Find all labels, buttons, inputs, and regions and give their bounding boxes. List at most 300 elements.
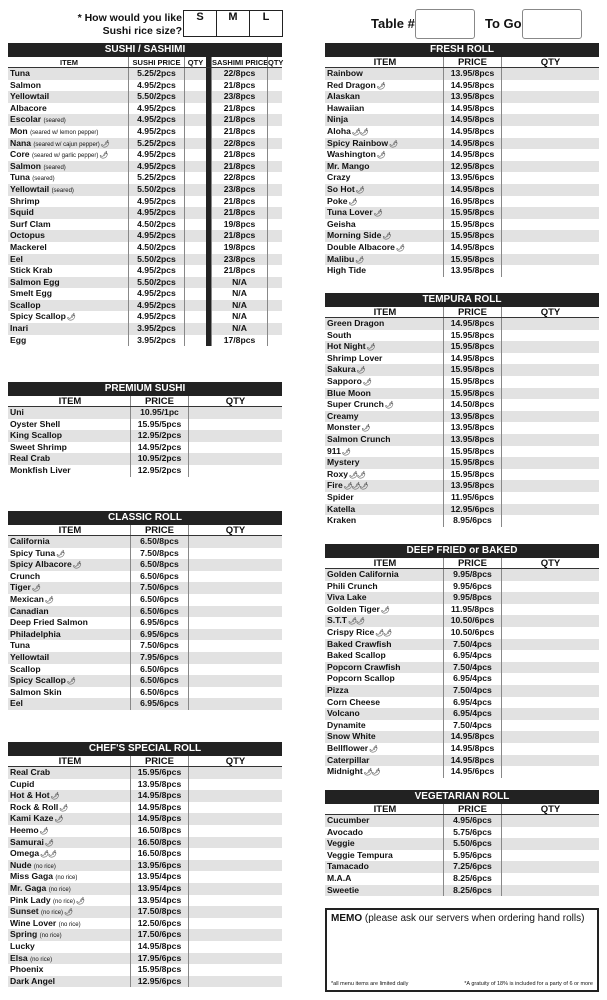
sashimi-qty-field[interactable] bbox=[267, 207, 282, 219]
qty-field[interactable] bbox=[188, 871, 282, 883]
qty-field[interactable] bbox=[501, 720, 599, 732]
sushi-qty-field[interactable] bbox=[184, 196, 206, 208]
qty-field[interactable] bbox=[501, 376, 599, 388]
table-row bbox=[325, 639, 599, 651]
qty-field[interactable] bbox=[188, 918, 282, 930]
section-title: DEEP FRIED or BAKED bbox=[325, 544, 599, 558]
sashimi-qty-field[interactable] bbox=[267, 149, 282, 161]
sushi-qty-field[interactable] bbox=[184, 149, 206, 161]
qty-field[interactable] bbox=[501, 743, 599, 755]
sashimi-qty-field[interactable] bbox=[267, 114, 282, 126]
item-name bbox=[325, 242, 443, 254]
chili-icon: 🌶 bbox=[76, 897, 84, 905]
qty-field[interactable] bbox=[501, 827, 599, 839]
to-go-field[interactable] bbox=[522, 9, 582, 39]
table-row bbox=[8, 941, 282, 953]
qty-field[interactable] bbox=[188, 790, 282, 802]
qty-field[interactable] bbox=[188, 883, 282, 895]
qty-field[interactable] bbox=[501, 399, 599, 411]
table-row bbox=[325, 254, 599, 266]
qty-field[interactable] bbox=[501, 138, 599, 150]
qty-field[interactable] bbox=[501, 91, 599, 103]
chili-icon: 🌶 bbox=[356, 367, 365, 375]
qty-field[interactable] bbox=[501, 103, 599, 115]
sushi-qty-field[interactable] bbox=[184, 265, 206, 277]
item-price: 14.95/8pcs bbox=[443, 743, 501, 755]
qty-field[interactable] bbox=[188, 929, 282, 941]
sushi-qty-field[interactable] bbox=[184, 242, 206, 254]
qty-field[interactable] bbox=[188, 848, 282, 860]
qty-field[interactable] bbox=[501, 184, 599, 196]
item-label: Sakura bbox=[327, 364, 356, 375]
table-row bbox=[325, 873, 599, 885]
sashimi-qty-field[interactable] bbox=[267, 184, 282, 196]
chili-icon: 🌶 bbox=[376, 152, 385, 160]
sushi-qty-field[interactable] bbox=[184, 254, 206, 266]
item-label: Uni bbox=[10, 407, 24, 417]
table-row bbox=[325, 68, 599, 80]
sashimi-price: 21/8pcs bbox=[211, 207, 267, 219]
qty-field[interactable] bbox=[188, 407, 282, 419]
item-name bbox=[8, 825, 130, 837]
qty-field[interactable] bbox=[188, 802, 282, 814]
qty-field[interactable] bbox=[501, 838, 599, 850]
sushi-qty-field[interactable] bbox=[184, 161, 206, 173]
section-title: FRESH ROLL bbox=[325, 43, 599, 57]
item-name bbox=[8, 802, 130, 814]
qty-field[interactable] bbox=[501, 353, 599, 365]
chili-icon: 🌶 bbox=[366, 344, 375, 352]
sushi-qty-field[interactable] bbox=[184, 184, 206, 196]
qty-field[interactable] bbox=[501, 492, 599, 504]
item-label: Lucky bbox=[10, 940, 35, 951]
sashimi-qty-field[interactable] bbox=[267, 68, 282, 80]
qty-field[interactable] bbox=[501, 581, 599, 593]
sashimi-qty-field[interactable] bbox=[267, 300, 282, 312]
chili-icon: 🌶 bbox=[395, 244, 404, 252]
fresh-rows bbox=[325, 68, 599, 277]
col-item: ITEM bbox=[60, 58, 78, 67]
item-label: So Hot bbox=[327, 183, 355, 194]
qty-field[interactable] bbox=[501, 80, 599, 92]
item-label: Pizza bbox=[327, 684, 349, 695]
qty-field[interactable] bbox=[501, 755, 599, 767]
sashimi-qty-field[interactable] bbox=[267, 335, 282, 347]
qty-field[interactable] bbox=[501, 161, 599, 173]
item-label: Volcano bbox=[327, 708, 360, 719]
qty-field[interactable] bbox=[188, 825, 282, 837]
qty-field[interactable] bbox=[501, 68, 599, 80]
qty-field[interactable] bbox=[188, 442, 282, 454]
qty-field[interactable] bbox=[501, 230, 599, 242]
table-row bbox=[8, 230, 282, 242]
sashimi-qty-field[interactable] bbox=[267, 91, 282, 103]
qty-field[interactable] bbox=[501, 364, 599, 376]
sashimi-qty-field[interactable] bbox=[267, 265, 282, 277]
item-price: 13.95/6pcs bbox=[443, 172, 501, 184]
qty-field[interactable] bbox=[188, 652, 282, 664]
qty-field[interactable] bbox=[501, 766, 599, 778]
item-name bbox=[8, 254, 128, 266]
item-price: 6.95/4pcs bbox=[443, 650, 501, 662]
item-name bbox=[325, 838, 443, 850]
header-row bbox=[8, 756, 282, 767]
sashimi-qty-field[interactable] bbox=[267, 103, 282, 115]
sushi-qty-field[interactable] bbox=[184, 91, 206, 103]
item-label: Philadelphia bbox=[10, 628, 61, 639]
qty-field[interactable] bbox=[501, 873, 599, 885]
item-name bbox=[8, 883, 130, 895]
table-row bbox=[325, 353, 599, 365]
item-name bbox=[8, 149, 128, 161]
item-label: Shrimp bbox=[10, 195, 40, 206]
item-label: Nude bbox=[10, 859, 32, 870]
qty-field[interactable] bbox=[501, 815, 599, 827]
item-price: 15.95/8pcs bbox=[443, 219, 501, 231]
sushi-price: 4.95/2pcs bbox=[128, 80, 184, 92]
item-label: Tamacado bbox=[327, 861, 369, 872]
sushi-qty-field[interactable] bbox=[184, 311, 206, 323]
qty-field[interactable] bbox=[501, 411, 599, 423]
qty-field[interactable] bbox=[188, 419, 282, 431]
item-price: 12.95/6pcs bbox=[443, 504, 501, 516]
item-label: Spicy Scallop bbox=[10, 675, 66, 686]
qty-field[interactable] bbox=[188, 895, 282, 907]
sashimi-qty-field[interactable] bbox=[267, 277, 282, 289]
qty-field[interactable] bbox=[501, 650, 599, 662]
sushi-header-row bbox=[8, 57, 282, 68]
qty-field[interactable] bbox=[501, 446, 599, 458]
col-price: PRICE bbox=[130, 525, 188, 535]
item-price: 6.50/8pcs bbox=[130, 559, 188, 571]
qty-field[interactable] bbox=[501, 126, 599, 138]
table-row bbox=[8, 126, 282, 138]
sushi-qty-field[interactable] bbox=[184, 219, 206, 231]
item-label: Crispy Rice bbox=[327, 626, 375, 637]
table-row bbox=[8, 594, 282, 606]
qty-field[interactable] bbox=[501, 685, 599, 697]
chili-icon: 🌶🌶 bbox=[40, 851, 56, 859]
memo-box[interactable] bbox=[325, 908, 599, 992]
item-label: Caterpillar bbox=[327, 754, 370, 765]
item-name bbox=[8, 548, 130, 560]
item-label: Mackerel bbox=[10, 241, 47, 252]
sushi-qty-field[interactable] bbox=[184, 207, 206, 219]
qty-field[interactable] bbox=[501, 469, 599, 481]
sashimi-qty-field[interactable] bbox=[267, 311, 282, 323]
table-row bbox=[8, 906, 282, 918]
sashimi-qty-field[interactable] bbox=[267, 242, 282, 254]
item-label: Golden Tiger bbox=[327, 603, 380, 614]
item-price: 10.95/2pcs bbox=[130, 453, 188, 465]
rice-size-m-box[interactable]: M bbox=[216, 10, 250, 37]
sashimi-qty-field[interactable] bbox=[267, 323, 282, 335]
item-price: 6.95/6pcs bbox=[130, 617, 188, 629]
item-label: Rock & Roll bbox=[10, 801, 59, 812]
qty-field[interactable] bbox=[501, 604, 599, 616]
table-row bbox=[325, 219, 599, 231]
item-name bbox=[325, 873, 443, 885]
qty-field[interactable] bbox=[188, 837, 282, 849]
qty-field[interactable] bbox=[501, 196, 599, 208]
item-label: Egg bbox=[10, 334, 27, 345]
chili-icon: 🌶🌶 bbox=[375, 629, 392, 637]
qty-field[interactable] bbox=[501, 569, 599, 581]
item-price: 6.95/6pcs bbox=[130, 629, 188, 641]
item-label: Katella bbox=[327, 503, 356, 514]
qty-field[interactable] bbox=[501, 504, 599, 516]
table-row bbox=[8, 813, 282, 825]
chili-icon: 🌶🌶 bbox=[348, 618, 364, 626]
qty-field[interactable] bbox=[501, 254, 599, 266]
qty-field[interactable] bbox=[188, 675, 282, 687]
item-price: 14.95/8pcs bbox=[443, 126, 501, 138]
sashimi-qty-field[interactable] bbox=[267, 196, 282, 208]
qty-field[interactable] bbox=[188, 860, 282, 872]
table-row bbox=[325, 731, 599, 743]
qty-field[interactable] bbox=[501, 627, 599, 639]
sushi-qty-field[interactable] bbox=[184, 172, 206, 184]
qty-field[interactable] bbox=[501, 434, 599, 446]
sushi-qty-field[interactable] bbox=[184, 300, 206, 312]
item-label: Hot & Hot bbox=[10, 790, 50, 801]
item-price: 13.95/8pcs bbox=[443, 434, 501, 446]
sushi-qty-field[interactable] bbox=[184, 335, 206, 347]
item-price: 10.50/6pcs bbox=[443, 627, 501, 639]
rice-size-s-box[interactable]: S bbox=[183, 10, 217, 37]
item-label: Sweetie bbox=[327, 884, 360, 895]
table-row bbox=[325, 207, 599, 219]
item-price: 14.95/8pcs bbox=[443, 114, 501, 126]
item-name bbox=[8, 196, 128, 208]
table-row bbox=[325, 196, 599, 208]
item-name bbox=[325, 126, 443, 138]
qty-field[interactable] bbox=[188, 594, 282, 606]
item-price: 6.95/4pcs bbox=[443, 708, 501, 720]
qty-field[interactable] bbox=[188, 964, 282, 976]
sashimi-price: N/A bbox=[211, 277, 267, 289]
qty-field[interactable] bbox=[501, 850, 599, 862]
sushi-qty-field[interactable] bbox=[184, 277, 206, 289]
qty-field[interactable] bbox=[501, 388, 599, 400]
qty-field[interactable] bbox=[188, 617, 282, 629]
sushi-qty-field[interactable] bbox=[184, 323, 206, 335]
table-row bbox=[325, 242, 599, 254]
table-row bbox=[325, 446, 599, 458]
qty-field[interactable] bbox=[188, 559, 282, 571]
item-label: Scallop bbox=[10, 299, 41, 310]
qty-field[interactable] bbox=[188, 582, 282, 594]
qty-field[interactable] bbox=[188, 629, 282, 641]
qty-field[interactable] bbox=[501, 265, 599, 277]
table-row bbox=[325, 103, 599, 115]
item-price: 6.50/6pcs bbox=[130, 571, 188, 583]
qty-field[interactable] bbox=[501, 330, 599, 342]
col-qty: QTY bbox=[188, 756, 282, 766]
chili-icon: 🌶 bbox=[355, 186, 364, 194]
item-label: Inari bbox=[10, 323, 29, 334]
table-row bbox=[325, 838, 599, 850]
table-row bbox=[325, 662, 599, 674]
qty-field[interactable] bbox=[501, 422, 599, 434]
item-label: Wine Lover bbox=[10, 917, 57, 928]
chili-icon: 🌶 bbox=[39, 827, 48, 835]
sashimi-qty-field[interactable] bbox=[267, 138, 282, 150]
item-name bbox=[8, 895, 130, 907]
table-row bbox=[8, 242, 282, 254]
item-price: 15.95/8pcs bbox=[443, 446, 501, 458]
sashimi-qty-field[interactable] bbox=[267, 288, 282, 300]
qty-field[interactable] bbox=[501, 515, 599, 527]
item-name bbox=[325, 569, 443, 581]
item-name bbox=[325, 581, 443, 593]
item-label: Salmon Egg bbox=[10, 276, 60, 287]
qty-field[interactable] bbox=[501, 480, 599, 492]
sushi-qty-field[interactable] bbox=[184, 288, 206, 300]
table-row bbox=[325, 341, 599, 353]
item-label: Crunch bbox=[10, 570, 41, 581]
table-row bbox=[8, 265, 282, 277]
qty-field[interactable] bbox=[188, 548, 282, 560]
qty-field[interactable] bbox=[188, 606, 282, 618]
col-item: ITEM bbox=[373, 804, 397, 814]
qty-field[interactable] bbox=[188, 906, 282, 918]
sashimi-qty-field[interactable] bbox=[267, 126, 282, 138]
chili-icon: 🌶🌶🌶 bbox=[343, 483, 368, 491]
item-price: 6.50/6pcs bbox=[130, 606, 188, 618]
sushi-qty-field[interactable] bbox=[184, 126, 206, 138]
table-row bbox=[325, 172, 599, 184]
header-row bbox=[325, 804, 599, 815]
table-row bbox=[325, 469, 599, 481]
classic-roll-section bbox=[8, 511, 282, 710]
table-row bbox=[8, 883, 282, 895]
item-label: Sunset bbox=[10, 906, 39, 917]
qty-field[interactable] bbox=[188, 813, 282, 825]
qty-field[interactable] bbox=[501, 172, 599, 184]
chili-icon: 🌶🌶 bbox=[349, 471, 365, 479]
qty-field[interactable] bbox=[501, 242, 599, 254]
sushi-qty-field[interactable] bbox=[184, 230, 206, 242]
table-row bbox=[325, 697, 599, 709]
qty-field[interactable] bbox=[501, 615, 599, 627]
item-name bbox=[325, 330, 443, 342]
qty-field[interactable] bbox=[501, 207, 599, 219]
item-price: 6.95/4pcs bbox=[443, 697, 501, 709]
sashimi-qty-field[interactable] bbox=[267, 254, 282, 266]
memo-footnote-daily: *all menu items are limited daily bbox=[331, 981, 409, 987]
sushi-qty-field[interactable] bbox=[184, 138, 206, 150]
sushi-price: 4.95/2pcs bbox=[128, 149, 184, 161]
sashimi-qty-field[interactable] bbox=[267, 161, 282, 173]
qty-field[interactable] bbox=[501, 114, 599, 126]
qty-field[interactable] bbox=[501, 149, 599, 161]
item-name bbox=[325, 172, 443, 184]
sushi-qty-field[interactable] bbox=[184, 114, 206, 126]
qty-field[interactable] bbox=[188, 453, 282, 465]
qty-field[interactable] bbox=[188, 536, 282, 548]
qty-field[interactable] bbox=[188, 664, 282, 676]
qty-field[interactable] bbox=[501, 861, 599, 873]
sashimi-qty-field[interactable] bbox=[267, 172, 282, 184]
item-label: Shrimp Lover bbox=[327, 352, 383, 363]
section-title: CHEF'S SPECIAL ROLL bbox=[8, 742, 282, 756]
sashimi-qty-field[interactable] bbox=[267, 80, 282, 92]
sushi-qty-field[interactable] bbox=[184, 68, 206, 80]
table-row bbox=[8, 559, 282, 571]
sashimi-price: N/A bbox=[211, 323, 267, 335]
item-price: 13.95/4pcs bbox=[130, 883, 188, 895]
chili-icon: 🌶 bbox=[44, 839, 53, 847]
item-price: 7.50/6pcs bbox=[130, 582, 188, 594]
table-row bbox=[8, 964, 282, 976]
table-row bbox=[325, 265, 599, 277]
qty-field[interactable] bbox=[501, 885, 599, 897]
qty-field[interactable] bbox=[188, 687, 282, 699]
qty-field[interactable] bbox=[188, 941, 282, 953]
qty-field[interactable] bbox=[188, 976, 282, 988]
qty-field[interactable] bbox=[188, 430, 282, 442]
table-row bbox=[325, 592, 599, 604]
qty-field[interactable] bbox=[501, 341, 599, 353]
qty-field[interactable] bbox=[501, 708, 599, 720]
col-qty: QTY bbox=[501, 804, 599, 814]
item-price: 6.95/6pcs bbox=[130, 698, 188, 710]
sushi-qty-field[interactable] bbox=[184, 103, 206, 115]
header-row bbox=[325, 558, 599, 569]
qty-field[interactable] bbox=[501, 673, 599, 685]
sashimi-qty-field[interactable] bbox=[267, 219, 282, 231]
qty-field[interactable] bbox=[501, 318, 599, 330]
sashimi-qty-field[interactable] bbox=[267, 230, 282, 242]
qty-field[interactable] bbox=[501, 662, 599, 674]
qty-field[interactable] bbox=[188, 698, 282, 710]
sushi-qty-field[interactable] bbox=[184, 80, 206, 92]
to-go-label: To Go bbox=[485, 16, 522, 31]
item-label: Morning Side bbox=[327, 230, 382, 241]
item-price: 14.95/8pcs bbox=[443, 103, 501, 115]
item-price: 13.95/8pcs bbox=[443, 422, 501, 434]
qty-field[interactable] bbox=[501, 592, 599, 604]
item-name bbox=[8, 790, 130, 802]
qty-field[interactable] bbox=[188, 953, 282, 965]
qty-field[interactable] bbox=[501, 731, 599, 743]
qty-field[interactable] bbox=[501, 457, 599, 469]
item-name bbox=[325, 103, 443, 115]
qty-field[interactable] bbox=[188, 779, 282, 791]
item-name bbox=[325, 254, 443, 266]
table-row bbox=[8, 300, 282, 312]
table-row bbox=[325, 114, 599, 126]
qty-field[interactable] bbox=[501, 219, 599, 231]
item-name bbox=[325, 850, 443, 862]
item-label: Mexican bbox=[10, 593, 44, 604]
qty-field[interactable] bbox=[501, 697, 599, 709]
table-number-field[interactable] bbox=[415, 9, 475, 39]
item-label: Tuna bbox=[10, 172, 30, 183]
item-label: Spider bbox=[327, 491, 354, 502]
qty-field[interactable] bbox=[188, 571, 282, 583]
item-name bbox=[325, 207, 443, 219]
item-price: 15.95/8pcs bbox=[443, 330, 501, 342]
qty-field[interactable] bbox=[501, 639, 599, 651]
rice-size-l-box[interactable]: L bbox=[249, 10, 283, 37]
qty-field[interactable] bbox=[188, 465, 282, 477]
qty-field[interactable] bbox=[188, 640, 282, 652]
item-name bbox=[325, 504, 443, 516]
qty-field[interactable] bbox=[188, 767, 282, 779]
item-label: Viva Lake bbox=[327, 592, 367, 603]
